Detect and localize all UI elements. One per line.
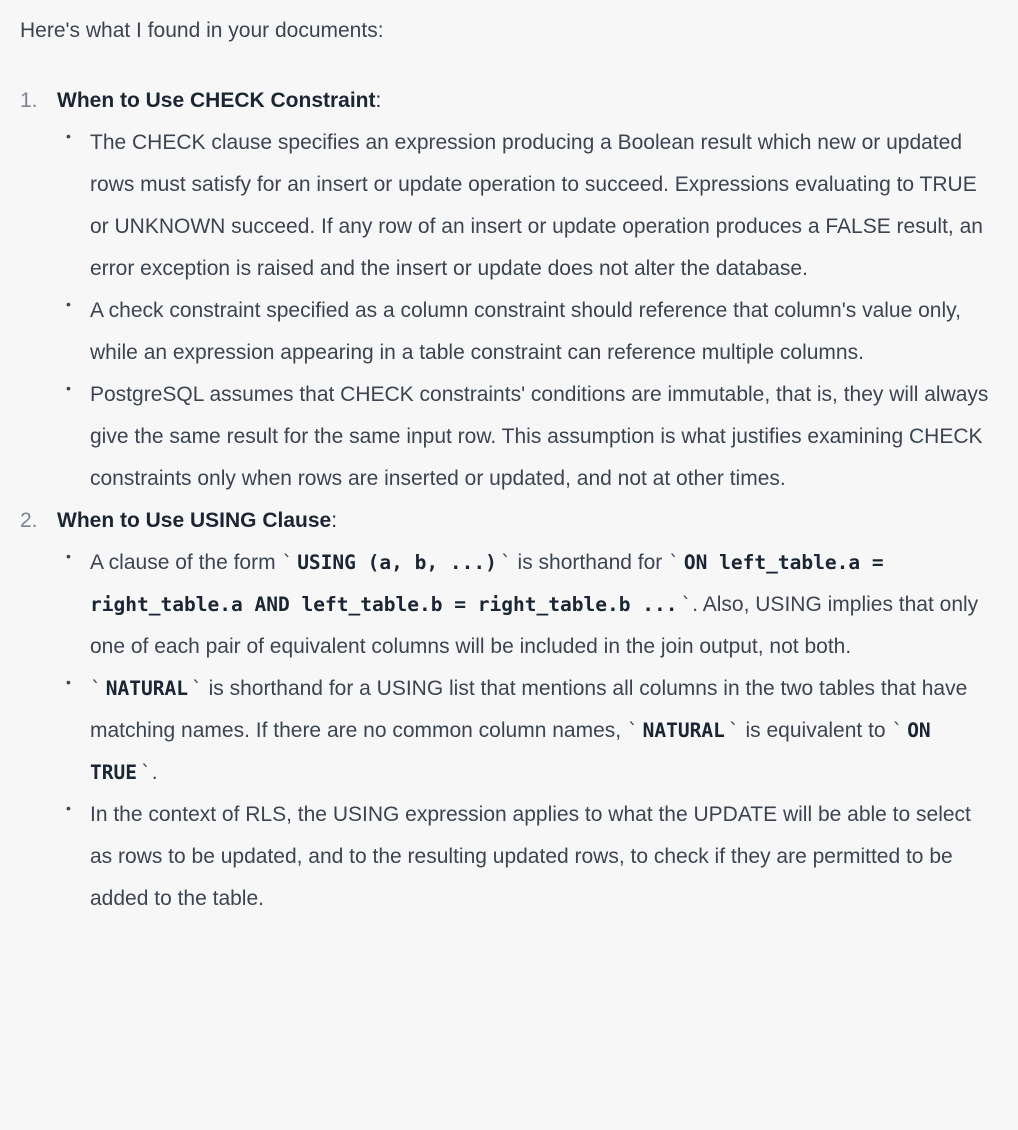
backtick: ` [668, 551, 680, 574]
bullet-text: A check constraint specified as a column constraint should reference that column's value only, while an expression appearing in a table constraint can reference multiple columns. [90, 299, 961, 364]
inline-code-span [281, 551, 511, 574]
intro-text: Here's what I found in your documents: [20, 19, 384, 42]
bullet-text: is shorthand for a USING list that mentions all columns in the two tables that have matching names. If there are no common column names, [90, 677, 968, 742]
inline-code: ON TRUE [90, 719, 931, 784]
list-item-title-line [57, 80, 994, 122]
list-item-body [57, 80, 994, 500]
inline-code: ON left_table.a = right_table.a AND left_table.b = right_table.b ... [90, 551, 884, 616]
inline-code-span [627, 719, 740, 742]
backtick: ` [727, 719, 740, 742]
backtick: ` [499, 551, 512, 574]
bullet-list [57, 122, 994, 500]
bullet-item [57, 668, 994, 794]
list-item-title: When to Use CHECK Constraint [57, 89, 376, 112]
bullet-text: is equivalent to [739, 719, 892, 742]
backtick: ` [90, 677, 102, 700]
backtick: ` [680, 593, 693, 616]
inline-code: USING (a, b, ...) [297, 551, 497, 574]
bullet-item [57, 122, 994, 290]
assistant-message [20, 10, 994, 920]
backtick: ` [140, 761, 152, 784]
findings-list [20, 80, 994, 920]
list-item-number: 1. [20, 89, 38, 112]
bullet-item [57, 794, 994, 920]
backtick: ` [191, 677, 203, 700]
bullet-item [57, 374, 994, 500]
inline-code: NATURAL [642, 719, 725, 742]
bullet-text: A clause of the form [90, 551, 282, 574]
backtick: ` [891, 719, 904, 742]
list-item-title: When to Use USING Clause [57, 509, 332, 532]
bullet-text: . [151, 761, 158, 784]
list-item-title-colon: : [375, 89, 382, 112]
list-item-body [57, 500, 994, 920]
list-item-number: 2. [20, 509, 38, 532]
backtick: ` [626, 719, 639, 742]
bullet-text: In the context of RLS, the USING expression applies to what the UPDATE will be able to select as rows to be updated, and to the resulting updated rows, to check if they are permitted to be added to the table. [90, 803, 971, 910]
list-item [20, 80, 994, 500]
bullet-text: The CHECK clause specifies an expression producing a Boolean result which new or updated rows must satisfy for an insert or update operation to succeed. Expressions evaluating to TRUE or UNKNOWN succeed. If any row of an insert or update operation produces a FALSE result, an error exception is raised and the insert or update does not alter the database. [90, 131, 983, 280]
list-item [20, 500, 994, 920]
list-item-title-line [57, 500, 994, 542]
bullet-text: . Also, USING implies that only one of each pair of equivalent columns will be included in the join output, not both. [90, 593, 979, 658]
bullet-text: PostgreSQL assumes that CHECK constraints' conditions are immutable, that is, they will always give the same result for the same input row. This assumption is what justifies examining CHECK constraints only when rows are inserted or updated, and not at other times. [90, 383, 989, 490]
inline-code-span [90, 677, 203, 700]
bullet-item [57, 542, 994, 668]
backtick: ` [281, 551, 294, 574]
list-item-title-colon: : [331, 509, 338, 532]
inline-code: NATURAL [105, 677, 188, 700]
bullet-item [57, 290, 994, 374]
bullet-text: is shorthand for [511, 551, 669, 574]
bullet-list [57, 542, 994, 920]
